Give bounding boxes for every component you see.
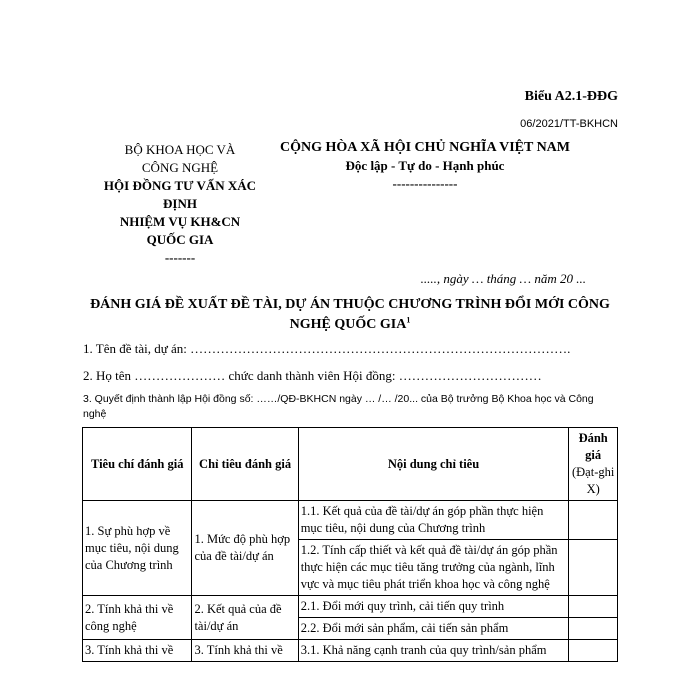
council-line-3: NHIỆM VỤ KH&CN <box>119 214 241 229</box>
criterion-cell: 2. Tính khả thi về công nghệ <box>83 596 192 640</box>
indicator-cell: 1. Mức độ phù hợp của đề tài/dự án <box>192 501 298 596</box>
table-header-row <box>83 428 618 501</box>
indicator-cell: 3. Tính khả thi về <box>192 640 298 662</box>
issuing-body-header <box>95 141 265 267</box>
table-row <box>83 640 618 662</box>
header-rating-note: (Đạt-ghi X) <box>571 465 615 496</box>
content-cell: 2.2. Đổi mới sản phẩm, cải tiến sản phẩm <box>298 618 569 640</box>
criterion-cell: 1. Sự phù hợp về mục tiêu, nội dung của Chương trình <box>83 501 192 596</box>
header-rating-label: Đánh giá <box>578 431 608 462</box>
date-line: ....., ngày … tháng … năm 20 ... <box>420 271 586 286</box>
national-header-divider: --------------- <box>392 176 458 191</box>
title-footnote-marker: 1 <box>406 315 411 325</box>
left-header-divider: ------- <box>164 250 196 265</box>
council-line-2: ĐỊNH <box>163 196 197 211</box>
table-row <box>83 501 618 540</box>
document-title <box>80 295 620 335</box>
header-indicator: Chỉ tiêu đánh giá <box>192 428 298 501</box>
title-text: ĐÁNH GIÁ ĐỀ XUẤT ĐỀ TÀI, DỰ ÁN THUỘC CHƯƠNG TRÌNH ĐỔI MỚI CÔNG NGHỆ QUỐC GIA <box>90 297 610 332</box>
rating-checkbox-cell[interactable] <box>569 501 618 540</box>
header-criterion: Tiêu chí đánh giá <box>83 428 192 501</box>
ministry-line-1: BỘ KHOA HỌC VÀ <box>124 142 236 157</box>
topic-name-field: 1. Tên đề tài, dự án: ……………………………………………………………………………. <box>83 341 571 356</box>
table-row <box>83 596 618 618</box>
council-line-1: HỘI ĐỒNG TƯ VẤN XÁC <box>103 178 257 193</box>
rating-checkbox-cell[interactable] <box>569 618 618 640</box>
rating-checkbox-cell[interactable] <box>569 540 618 596</box>
national-motto: Độc lập - Tự do - Hạnh phúc <box>345 158 505 173</box>
content-cell: 2.1. Đổi mới quy trình, cải tiến quy trình <box>298 596 569 618</box>
evaluation-table <box>82 427 618 662</box>
rating-checkbox-cell[interactable] <box>569 596 618 618</box>
content-cell: 1.2. Tính cấp thiết và kết quả đề tài/dự án góp phần thực hiện các mục tiêu tăng trưởng của ngành, lĩnh vực và mục tiêu phát triển khoa học và công nghệ <box>298 540 569 596</box>
rating-checkbox-cell[interactable] <box>569 640 618 662</box>
decision-field: 3. Quyết định thành lập Hội đồng số: ……/QĐ-BKHCN ngày … /… /20... của Bộ trưởng Bộ Khoa học và Công nghệ <box>83 393 594 420</box>
content-cell: 3.1. Khả năng cạnh tranh của quy trình/sản phẩm <box>298 640 569 662</box>
member-name-field: 2. Họ tên ………………… chức danh thành viên Hội đồng: …………………………… <box>83 368 542 383</box>
form-code: Biểu A2.1-ĐĐG <box>524 89 618 104</box>
council-line-4: QUỐC GIA <box>146 232 214 247</box>
header-rating <box>569 428 618 501</box>
country-name: CỘNG HÒA XÃ HỘI CHỦ NGHĨA VIỆT NAM <box>279 140 570 155</box>
content-cell: 1.1. Kết quả của đề tài/dự án góp phần thực hiện mục tiêu, nội dung của Chương trình <box>298 501 569 540</box>
ministry-line-2: CÔNG NGHỆ <box>141 160 219 175</box>
criterion-cell: 3. Tính khả thi về <box>83 640 192 662</box>
header-content: Nội dung chỉ tiêu <box>298 428 569 501</box>
indicator-cell: 2. Kết quả của đề tài/dự án <box>192 596 298 640</box>
national-header <box>270 139 580 193</box>
circular-number: 06/2021/TT-BKHCN <box>520 118 618 130</box>
